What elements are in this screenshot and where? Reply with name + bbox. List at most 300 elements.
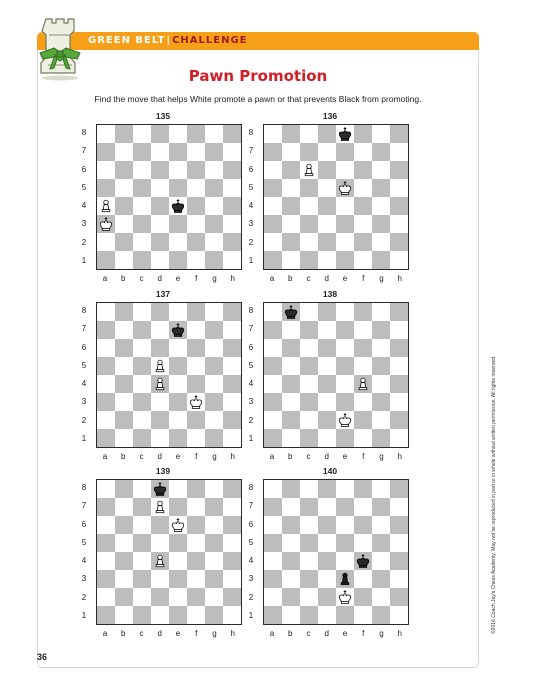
rank-label: 2 xyxy=(81,237,87,247)
board-square xyxy=(187,215,205,233)
board-square xyxy=(151,143,169,161)
board-square xyxy=(133,393,151,411)
board-square xyxy=(133,233,151,251)
black-king-icon xyxy=(152,481,168,497)
board-square xyxy=(151,303,169,321)
board-square xyxy=(372,411,390,429)
board-square xyxy=(354,411,372,429)
board-square xyxy=(372,534,390,552)
rank-label: 7 xyxy=(81,324,87,334)
board-square xyxy=(115,357,133,375)
file-label: d xyxy=(324,452,329,461)
board-square xyxy=(354,375,372,393)
board-square xyxy=(97,570,115,588)
board-square xyxy=(133,411,151,429)
rank-label: 6 xyxy=(248,164,254,174)
board-square xyxy=(390,516,408,534)
board-square xyxy=(97,179,115,197)
board-square xyxy=(318,233,336,251)
board-square xyxy=(354,197,372,215)
board-square xyxy=(151,588,169,606)
chessboard xyxy=(263,479,409,625)
board-square xyxy=(97,251,115,269)
board-square xyxy=(223,429,241,447)
chess-diagram xyxy=(245,289,415,463)
board-square xyxy=(151,375,169,393)
board-square xyxy=(205,197,223,215)
board-square xyxy=(205,375,223,393)
board-square xyxy=(223,606,241,624)
board-square xyxy=(187,321,205,339)
file-label: d xyxy=(157,452,162,461)
board-square xyxy=(169,570,187,588)
chess-diagram xyxy=(78,466,248,640)
board-square xyxy=(300,251,318,269)
board-square xyxy=(336,179,354,197)
file-label: d xyxy=(157,274,162,283)
copyright-notice: ©2016 Coach Jay's Chess Academy. May not be reproduced in part or in whole without written permission. All rights reserved. xyxy=(491,355,497,634)
rank-label: 7 xyxy=(81,501,87,511)
board-square xyxy=(390,552,408,570)
board-square xyxy=(282,480,300,498)
board-square xyxy=(115,233,133,251)
board-square xyxy=(187,233,205,251)
board-square xyxy=(187,498,205,516)
board-square xyxy=(318,411,336,429)
white-king-icon xyxy=(337,180,353,196)
board-square xyxy=(354,143,372,161)
board-square xyxy=(151,339,169,357)
file-label: e xyxy=(342,274,348,283)
board-square xyxy=(187,588,205,606)
rank-label: 8 xyxy=(248,483,254,493)
rank-label: 3 xyxy=(81,574,87,584)
board-square xyxy=(372,429,390,447)
board-square xyxy=(169,498,187,516)
board-square xyxy=(187,179,205,197)
board-square xyxy=(133,197,151,215)
rank-label: 3 xyxy=(248,219,254,229)
board-square xyxy=(205,143,223,161)
board-square xyxy=(169,303,187,321)
board-square xyxy=(300,375,318,393)
white-pawn-icon xyxy=(301,162,317,178)
board-square xyxy=(282,215,300,233)
board-square xyxy=(169,233,187,251)
board-square xyxy=(187,411,205,429)
rank-label: 2 xyxy=(248,237,254,247)
board-square xyxy=(133,480,151,498)
board-square xyxy=(264,233,282,251)
board-square xyxy=(151,570,169,588)
board-square xyxy=(205,516,223,534)
board-square xyxy=(205,125,223,143)
board-square xyxy=(372,251,390,269)
file-label: c xyxy=(139,274,144,283)
file-label: f xyxy=(362,452,365,461)
board-square xyxy=(282,357,300,375)
rank-label: 1 xyxy=(81,610,87,620)
board-square xyxy=(97,411,115,429)
board-square xyxy=(97,233,115,251)
board-square xyxy=(223,125,241,143)
file-label: d xyxy=(324,629,329,638)
board-square xyxy=(205,215,223,233)
board-square xyxy=(300,534,318,552)
board-square xyxy=(97,321,115,339)
black-king-icon xyxy=(170,198,186,214)
board-square xyxy=(264,375,282,393)
board-square xyxy=(187,534,205,552)
board-square xyxy=(97,357,115,375)
board-square xyxy=(282,251,300,269)
rank-label: 4 xyxy=(81,379,87,389)
board-square xyxy=(300,143,318,161)
file-label: c xyxy=(306,452,311,461)
board-square xyxy=(133,552,151,570)
board-square xyxy=(354,179,372,197)
file-label: d xyxy=(157,629,162,638)
board-square xyxy=(151,606,169,624)
board-square xyxy=(187,570,205,588)
board-square xyxy=(223,161,241,179)
board-square xyxy=(264,143,282,161)
board-square xyxy=(318,570,336,588)
rank-label: 8 xyxy=(81,128,87,138)
board-square xyxy=(300,411,318,429)
board-square xyxy=(151,215,169,233)
board-square xyxy=(97,161,115,179)
board-square xyxy=(390,161,408,179)
board-square xyxy=(354,339,372,357)
board-square xyxy=(133,498,151,516)
board-square xyxy=(354,233,372,251)
board-square xyxy=(282,588,300,606)
board-square xyxy=(115,339,133,357)
board-square xyxy=(354,303,372,321)
board-square xyxy=(282,197,300,215)
board-square xyxy=(372,498,390,516)
board-square xyxy=(372,375,390,393)
board-square xyxy=(390,375,408,393)
board-square xyxy=(205,570,223,588)
chess-diagram xyxy=(245,466,415,640)
board-square xyxy=(264,197,282,215)
board-square xyxy=(300,357,318,375)
board-square xyxy=(151,552,169,570)
board-square xyxy=(336,161,354,179)
board-square xyxy=(390,251,408,269)
board-square xyxy=(372,606,390,624)
board-square xyxy=(205,303,223,321)
board-square xyxy=(187,375,205,393)
board-square xyxy=(187,251,205,269)
board-square xyxy=(151,161,169,179)
board-square xyxy=(205,534,223,552)
board-square xyxy=(318,588,336,606)
board-square xyxy=(336,516,354,534)
board-square xyxy=(223,480,241,498)
board-square xyxy=(133,516,151,534)
board-square xyxy=(354,516,372,534)
rank-label: 2 xyxy=(248,592,254,602)
file-label: e xyxy=(342,452,348,461)
board-square xyxy=(97,588,115,606)
rank-label: 4 xyxy=(81,556,87,566)
chess-diagram xyxy=(78,289,248,463)
file-label: h xyxy=(397,452,402,461)
board-square xyxy=(300,588,318,606)
board-square xyxy=(336,534,354,552)
board-square xyxy=(318,429,336,447)
board-square xyxy=(97,215,115,233)
board-square xyxy=(318,516,336,534)
board-square xyxy=(169,321,187,339)
board-square xyxy=(97,606,115,624)
white-pawn-icon xyxy=(152,358,168,374)
file-label: g xyxy=(212,452,217,461)
board-square xyxy=(318,197,336,215)
board-square xyxy=(169,588,187,606)
board-square xyxy=(223,411,241,429)
board-square xyxy=(223,179,241,197)
board-square xyxy=(205,233,223,251)
file-label: f xyxy=(195,452,198,461)
board-square xyxy=(97,552,115,570)
board-square xyxy=(264,357,282,375)
board-square xyxy=(115,429,133,447)
rank-label: 2 xyxy=(248,415,254,425)
board-square xyxy=(115,215,133,233)
board-square xyxy=(205,161,223,179)
board-square xyxy=(318,125,336,143)
white-king-icon xyxy=(337,412,353,428)
board-square xyxy=(169,480,187,498)
file-label: b xyxy=(288,274,293,283)
rank-label: 8 xyxy=(248,306,254,316)
chessboard xyxy=(263,302,409,448)
board-square xyxy=(97,143,115,161)
board-square xyxy=(223,197,241,215)
challenge-label: CHALLENGE xyxy=(172,35,248,46)
board-square xyxy=(169,143,187,161)
board-square xyxy=(282,498,300,516)
board-square xyxy=(187,552,205,570)
board-square xyxy=(282,393,300,411)
board-square xyxy=(133,215,151,233)
board-square xyxy=(372,233,390,251)
board-square xyxy=(151,251,169,269)
board-square xyxy=(115,588,133,606)
board-square xyxy=(151,411,169,429)
board-square xyxy=(300,570,318,588)
board-square xyxy=(223,393,241,411)
file-label: c xyxy=(139,629,144,638)
board-square xyxy=(318,143,336,161)
board-square xyxy=(318,357,336,375)
board-square xyxy=(390,498,408,516)
board-square xyxy=(264,125,282,143)
board-square xyxy=(336,143,354,161)
board-square xyxy=(169,179,187,197)
board-square xyxy=(390,321,408,339)
rank-label: 3 xyxy=(81,397,87,407)
board-square xyxy=(372,480,390,498)
rank-label: 6 xyxy=(248,519,254,529)
board-square xyxy=(390,570,408,588)
chessboard xyxy=(263,124,409,270)
board-square xyxy=(318,179,336,197)
board-square xyxy=(187,480,205,498)
board-square xyxy=(187,197,205,215)
board-square xyxy=(187,143,205,161)
board-square xyxy=(354,393,372,411)
rank-label: 6 xyxy=(81,342,87,352)
white-pawn-icon xyxy=(98,198,114,214)
board-square xyxy=(97,125,115,143)
board-square xyxy=(187,339,205,357)
board-square xyxy=(372,393,390,411)
board-square xyxy=(336,125,354,143)
file-label: b xyxy=(121,629,126,638)
rank-label: 5 xyxy=(248,360,254,370)
board-square xyxy=(151,534,169,552)
rank-label: 4 xyxy=(81,201,87,211)
board-square xyxy=(372,179,390,197)
chessboard xyxy=(96,302,242,448)
rank-label: 6 xyxy=(81,164,87,174)
page-title: Pawn Promotion xyxy=(188,67,328,85)
board-square xyxy=(264,606,282,624)
board-square xyxy=(336,498,354,516)
board-square xyxy=(300,197,318,215)
rank-label: 5 xyxy=(248,182,254,192)
file-label: h xyxy=(397,629,402,638)
board-square xyxy=(336,393,354,411)
board-square xyxy=(282,411,300,429)
board-square xyxy=(390,233,408,251)
board-square xyxy=(264,570,282,588)
board-square xyxy=(115,125,133,143)
board-square xyxy=(300,393,318,411)
board-square xyxy=(282,570,300,588)
file-label: d xyxy=(324,274,329,283)
board-square xyxy=(187,125,205,143)
board-square xyxy=(300,429,318,447)
board-square xyxy=(97,393,115,411)
board-square xyxy=(300,552,318,570)
board-square xyxy=(133,588,151,606)
rank-label: 8 xyxy=(81,306,87,316)
chess-diagram xyxy=(245,111,415,285)
board-square xyxy=(205,552,223,570)
diagram-number: 136 xyxy=(322,111,338,121)
board-square xyxy=(354,161,372,179)
board-square xyxy=(264,552,282,570)
rank-label: 1 xyxy=(81,255,87,265)
rank-label: 7 xyxy=(248,324,254,334)
board-square xyxy=(282,179,300,197)
rank-label: 5 xyxy=(248,537,254,547)
rank-label: 7 xyxy=(81,146,87,156)
file-label: b xyxy=(121,274,126,283)
chessboard xyxy=(96,479,242,625)
board-square xyxy=(115,303,133,321)
board-square xyxy=(115,552,133,570)
board-square xyxy=(354,534,372,552)
page-number: 36 xyxy=(37,652,48,662)
board-square xyxy=(300,161,318,179)
rank-label: 5 xyxy=(81,537,87,547)
file-label: e xyxy=(175,629,181,638)
board-square xyxy=(282,429,300,447)
board-square xyxy=(354,429,372,447)
board-square xyxy=(133,251,151,269)
board-square xyxy=(223,357,241,375)
chess-diagram xyxy=(78,111,248,285)
file-label: g xyxy=(212,629,217,638)
rank-label: 1 xyxy=(248,610,254,620)
board-square xyxy=(169,357,187,375)
board-square xyxy=(133,606,151,624)
board-square xyxy=(115,534,133,552)
board-square xyxy=(205,251,223,269)
file-label: c xyxy=(139,452,144,461)
belt-label: GREEN BELT xyxy=(88,35,166,46)
rank-label: 8 xyxy=(248,128,254,138)
board-square xyxy=(223,498,241,516)
board-square xyxy=(264,516,282,534)
rank-label: 8 xyxy=(81,483,87,493)
board-square xyxy=(390,197,408,215)
board-square xyxy=(223,588,241,606)
board-square xyxy=(300,606,318,624)
board-square xyxy=(151,233,169,251)
board-square xyxy=(354,125,372,143)
chessboard xyxy=(96,124,242,270)
rank-label: 3 xyxy=(248,574,254,584)
board-square xyxy=(372,143,390,161)
file-label: b xyxy=(288,452,293,461)
board-square xyxy=(97,480,115,498)
board-square xyxy=(282,552,300,570)
board-square xyxy=(223,251,241,269)
board-square xyxy=(151,480,169,498)
board-square xyxy=(133,534,151,552)
board-square xyxy=(390,393,408,411)
board-square xyxy=(282,321,300,339)
board-square xyxy=(264,215,282,233)
board-square xyxy=(390,215,408,233)
board-square xyxy=(151,179,169,197)
board-square xyxy=(300,303,318,321)
rank-label: 5 xyxy=(81,360,87,370)
board-square xyxy=(318,303,336,321)
file-label: b xyxy=(121,452,126,461)
file-label: h xyxy=(230,629,235,638)
board-square xyxy=(133,161,151,179)
board-square xyxy=(282,303,300,321)
file-label: g xyxy=(212,274,217,283)
board-square xyxy=(336,411,354,429)
board-square xyxy=(223,233,241,251)
rank-label: 1 xyxy=(81,433,87,443)
file-label: h xyxy=(230,452,235,461)
board-square xyxy=(169,552,187,570)
board-square xyxy=(282,143,300,161)
file-label: e xyxy=(342,629,348,638)
board-square xyxy=(187,357,205,375)
